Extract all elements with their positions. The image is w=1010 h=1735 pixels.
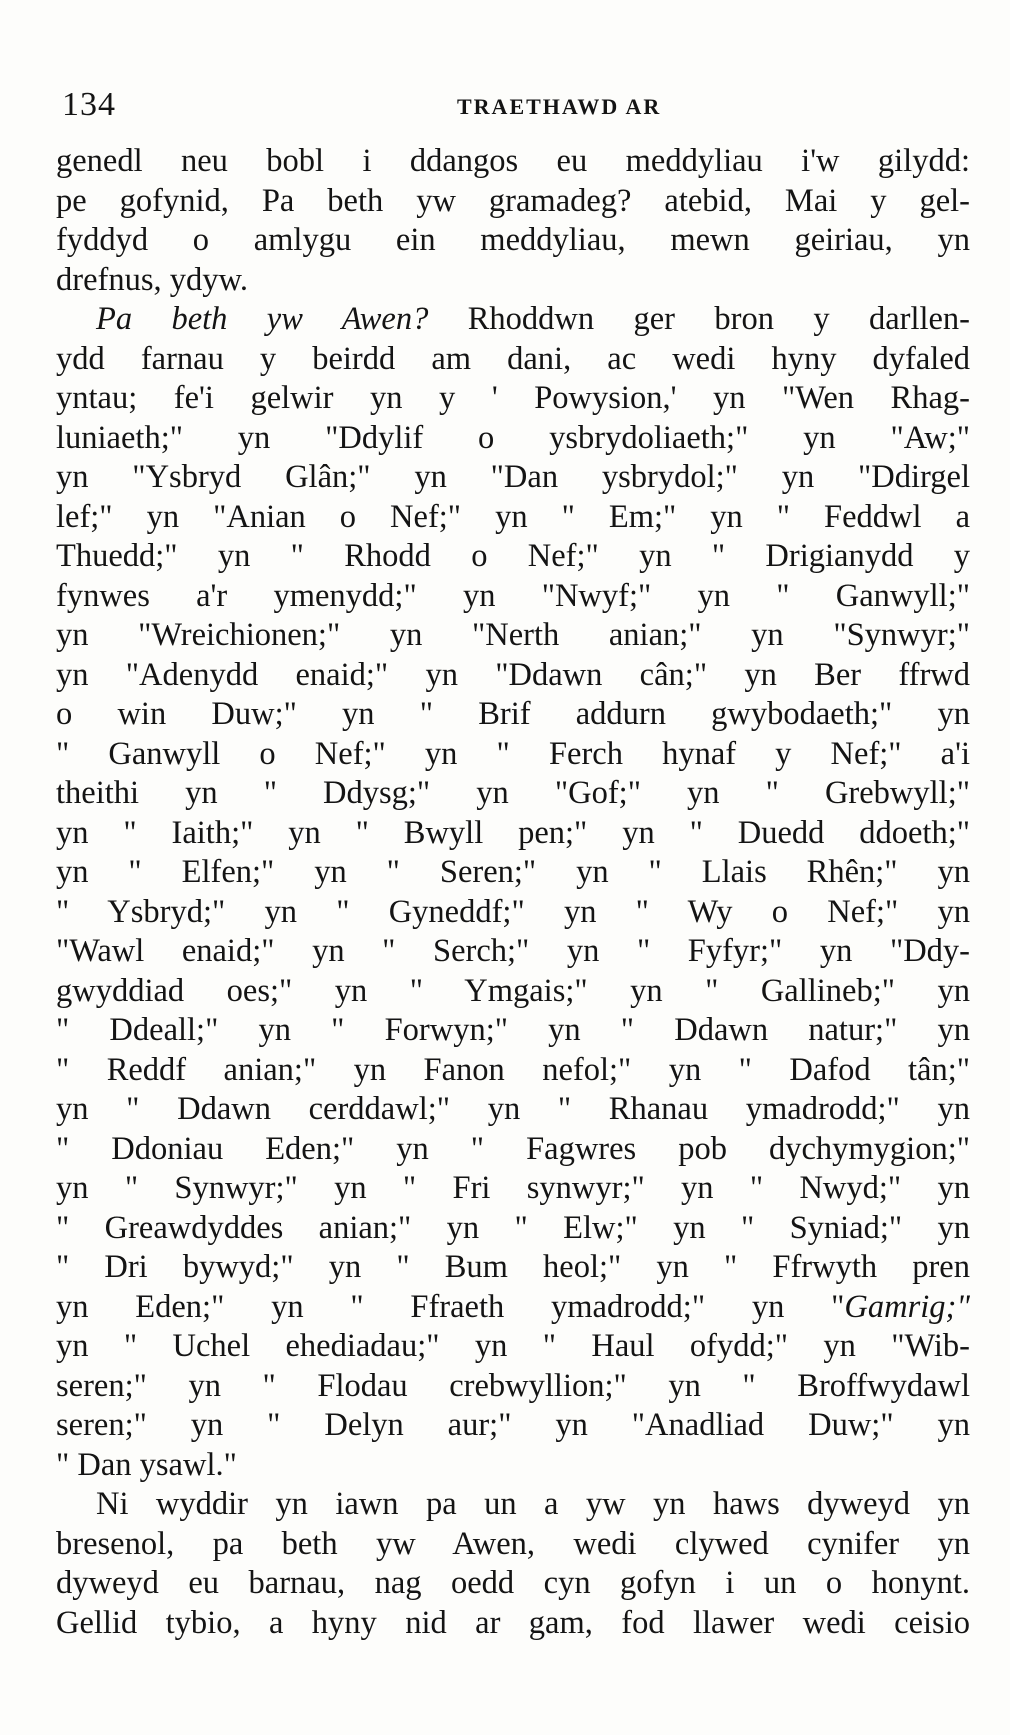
italic-gamrig: Gamrig;" [844, 1288, 970, 1325]
text-line: " Ddoniau Eden;" yn " Fagwres pob dychymygion;" [56, 1130, 970, 1167]
text-line-start: yn Eden;" yn " Ffraeth ymadrodd;" yn " [56, 1288, 845, 1325]
page-header [62, 86, 962, 126]
text-line: theithi yn " Ddysg;" yn "Gof;" yn " Grebwyll;" [56, 775, 970, 811]
text-line: " Ysbryd;" yn " Gyneddf;" yn " Wy o Nef;" yn [56, 893, 970, 930]
text-line: Gellid tybio, a hyny nid ar gam, fod llawer wedi ceisio [56, 1604, 970, 1641]
text-line: yn " Uchel ehediadau;" yn " Haul ofydd;" yn "Wib- [56, 1328, 970, 1364]
text-line: yn "Ysbryd Glân;" yn "Dan ysbrydol;" yn "Ddirgel [56, 459, 970, 495]
text-line: Thuedd;" yn " Rhodd o Nef;" yn " Drigianydd y [56, 538, 970, 574]
text-line: luniaeth;" yn "Ddylif o ysbrydoliaeth;" yn "Aw;" [56, 419, 970, 456]
text-line: drefnus, ydyw. [56, 261, 248, 298]
text-line: yn " Synwyr;" yn " Fri synwyr;" yn " Nwyd;" yn [56, 1170, 970, 1206]
text-line: "Wawl enaid;" yn " Serch;" yn " Fyfyr;" yn "Ddy- [56, 933, 970, 969]
text-line: genedl neu bobl i ddangos eu meddyliau i'w gilydd: [56, 143, 970, 179]
text-line: seren;" yn " Delyn aur;" yn "Anadliad Duw;" yn [56, 1407, 970, 1443]
text-line: fyddyd o amlygu ein meddyliau, mewn geiriau, yn [56, 222, 970, 258]
text-line: gwyddiad oes;" yn " Ymgais;" yn " Gallineb;" yn [56, 972, 970, 1009]
text-line: yn "Wreichionen;" yn "Nerth anian;" yn "Synwyr;" [56, 617, 970, 653]
text-line: o win Duw;" yn " Brif addurn gwybodaeth;" yn [56, 696, 970, 732]
text-line-with-italic [56, 1288, 970, 1328]
text-line-rest: Rhoddwn ger bron y darllen- [467, 301, 970, 337]
text-line: fynwes a'r ymenydd;" yn "Nwyf;" yn " Ganwyll;" [56, 577, 970, 614]
running-head: TRAETHAWD AR [457, 94, 662, 119]
text-line: yn " Elfen;" yn " Seren;" yn " Llais Rhên;" yn [56, 854, 970, 890]
text-line: " Ganwyll o Nef;" yn " Ferch hynaf y Nef;" a'i [56, 735, 970, 772]
text-line: seren;" yn " Flodau crebwyllion;" yn " Broffwydawl [56, 1367, 970, 1404]
text-line: " Reddf anian;" yn Fanon nefol;" yn " Dafod tân;" [56, 1051, 970, 1088]
text-line: yn "Adenydd enaid;" yn "Ddawn cân;" yn Ber ffrwd [56, 656, 970, 693]
text-line: yn " Ddawn cerddawl;" yn " Rhanau ymadrodd;" yn [56, 1091, 970, 1127]
text-line: " Ddeall;" yn " Forwyn;" yn " Ddawn natur;" yn [56, 1012, 970, 1048]
body-text [56, 142, 970, 1643]
italic-question: Pa beth yw Awen? [96, 301, 429, 337]
text-line: lef;" yn "Anian o Nef;" yn " Em;" yn " Feddwl a [56, 498, 970, 535]
text-line: " Dan ysawl." [56, 1446, 237, 1483]
text-line: pe gofynid, Pa beth yw gramadeg? atebid, Mai y gel- [56, 182, 970, 219]
text-line: bresenol, pa beth yw Awen, wedi clywed cynifer yn [56, 1525, 970, 1562]
text-line: yntau; fe'i gelwir yn y ' Powysion,' yn "Wen Rhag- [56, 380, 970, 416]
text-line: dyweyd eu barnau, nag oedd cyn gofyn i un o honynt. [56, 1565, 970, 1601]
text-line-with-italic [56, 300, 970, 340]
text-line: " Dri bywyd;" yn " Bum heol;" yn " Ffrwyth pren [56, 1249, 970, 1285]
text-line: ydd farnau y beirdd am dani, ac wedi hyny dyfaled [56, 340, 970, 377]
text-line: yn " Iaith;" yn " Bwyll pen;" yn " Duedd ddoeth;" [56, 814, 970, 851]
text-line: " Greawdyddes anian;" yn " Elw;" yn " Syniad;" yn [56, 1209, 970, 1246]
text-line: Ni wyddir yn iawn pa un a yw yn haws dyweyd yn [96, 1486, 970, 1522]
page-number: 134 [62, 86, 116, 123]
